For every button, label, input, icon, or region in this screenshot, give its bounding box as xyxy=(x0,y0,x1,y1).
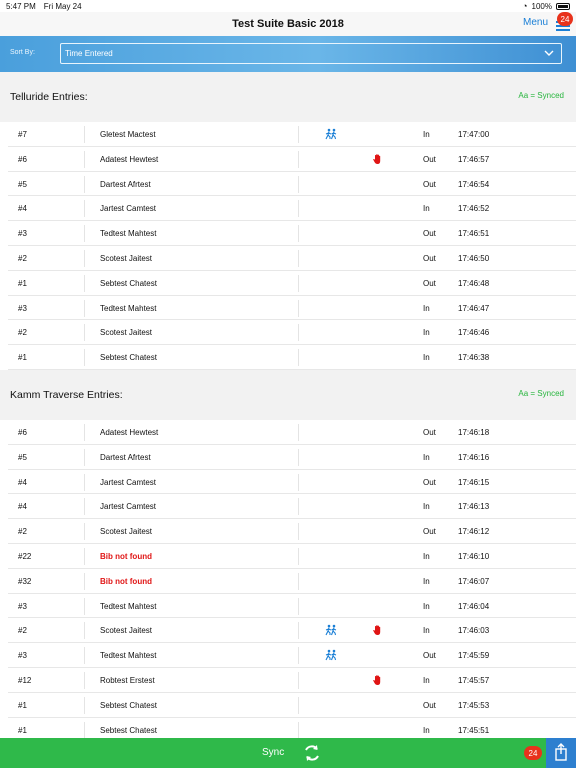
entry-name: Dartest Afrtest xyxy=(100,452,151,462)
sort-label: Sort By: xyxy=(10,49,35,56)
divider xyxy=(298,449,299,466)
divider xyxy=(298,622,299,639)
status-right xyxy=(522,1,570,11)
divider xyxy=(298,498,299,515)
entry-direction: In xyxy=(423,502,430,512)
divider xyxy=(84,349,85,366)
divider xyxy=(298,474,299,491)
entry-name: Sebtest Chatest xyxy=(100,700,157,710)
divider xyxy=(298,200,299,217)
entry-time: 17:46:46 xyxy=(458,328,490,338)
divider xyxy=(298,573,299,590)
entry-time: 17:46:15 xyxy=(458,477,490,487)
entry-name: Scotest Jaitest xyxy=(100,253,153,263)
divider xyxy=(298,151,299,168)
sync-label[interactable]: Sync xyxy=(262,747,285,758)
entry-time: 17:46:50 xyxy=(458,253,490,263)
entry-bib: #7 xyxy=(18,130,27,139)
entry-row[interactable] xyxy=(8,594,576,619)
entry-direction: In xyxy=(423,204,430,214)
sort-value: Time Entered xyxy=(65,49,113,58)
entry-direction: Out xyxy=(423,179,436,189)
entry-bib: #5 xyxy=(18,452,27,462)
entry-row[interactable] xyxy=(8,618,576,643)
entry-direction: Out xyxy=(423,253,436,263)
entry-bib: #32 xyxy=(18,576,32,586)
entry-row[interactable] xyxy=(8,643,576,668)
runners-icon xyxy=(324,128,338,140)
stop-hand-icon xyxy=(372,624,384,636)
share-icon xyxy=(546,738,576,768)
entry-direction: In xyxy=(423,452,430,462)
synced-legend: Aa = Synced xyxy=(518,91,564,100)
section-header xyxy=(0,370,576,420)
entry-time: 17:47:00 xyxy=(458,130,490,139)
section-title: Kamm Traverse Entries: xyxy=(10,388,123,401)
battery-percent: 100% xyxy=(531,1,552,11)
divider xyxy=(298,349,299,366)
divider xyxy=(298,672,299,689)
entry-row[interactable] xyxy=(8,172,576,197)
divider xyxy=(84,176,85,193)
entry-direction: In xyxy=(423,725,430,735)
entry-time: 17:45:53 xyxy=(458,700,490,710)
entries-list[interactable] xyxy=(0,72,576,738)
divider xyxy=(298,424,299,441)
sync-badge: 24 xyxy=(524,746,542,760)
entry-name: Scotest Jaitest xyxy=(100,626,153,636)
entry-name: Sebtest Chatest xyxy=(100,725,157,735)
stop-hand-icon xyxy=(372,153,384,165)
entry-row[interactable] xyxy=(8,246,576,271)
entry-direction: In xyxy=(423,328,430,338)
entry-row[interactable] xyxy=(8,296,576,321)
section-title: Telluride Entries: xyxy=(10,91,88,103)
entry-name: Robtest Erstest xyxy=(100,675,155,685)
menu-button[interactable]: Menu xyxy=(522,17,548,28)
divider xyxy=(298,275,299,292)
divider xyxy=(298,176,299,193)
entry-bib: #1 xyxy=(18,700,27,710)
entry-name: Sebtest Chatest xyxy=(100,278,157,288)
divider xyxy=(84,573,85,590)
divider xyxy=(298,324,299,341)
divider xyxy=(298,225,299,242)
divider xyxy=(84,498,85,515)
entry-bib: #2 xyxy=(18,527,27,537)
entry-time: 17:46:12 xyxy=(458,527,490,537)
divider xyxy=(298,598,299,615)
entry-direction: In xyxy=(423,601,430,611)
status-date: Fri May 24 xyxy=(43,1,82,11)
divider xyxy=(84,449,85,466)
entry-time: 17:46:10 xyxy=(458,551,490,561)
entry-bib: #1 xyxy=(18,278,27,288)
entry-direction: In xyxy=(423,303,430,313)
entry-time: 17:46:07 xyxy=(458,576,490,586)
divider xyxy=(84,300,85,317)
entry-bib: #12 xyxy=(18,675,32,685)
runners-icon xyxy=(324,649,338,661)
entry-row[interactable] xyxy=(8,544,576,569)
divider xyxy=(298,722,299,739)
entry-time: 17:46:04 xyxy=(458,601,490,611)
entry-row[interactable] xyxy=(8,470,576,495)
entry-row[interactable] xyxy=(8,519,576,544)
entry-time: 17:45:59 xyxy=(458,651,490,661)
divider xyxy=(84,275,85,292)
entry-time: 17:46:38 xyxy=(458,353,490,363)
battery-icon xyxy=(556,3,570,10)
entry-name: Scotest Jaitest xyxy=(100,328,153,338)
entry-direction: Out xyxy=(423,278,436,288)
entry-row[interactable] xyxy=(8,196,576,221)
divider xyxy=(84,722,85,739)
entry-direction: Out xyxy=(423,651,436,661)
entry-time: 17:46:16 xyxy=(458,452,490,462)
entry-direction: In xyxy=(423,675,430,685)
entry-time: 17:46:13 xyxy=(458,502,490,512)
divider xyxy=(298,523,299,540)
entry-row[interactable] xyxy=(8,445,576,470)
divider xyxy=(298,548,299,565)
entry-name: Tedtest Mahtest xyxy=(100,651,157,661)
entry-row[interactable] xyxy=(8,668,576,693)
page-title: Test Suite Basic 2018 xyxy=(232,18,344,30)
entry-bib: #1 xyxy=(18,353,27,363)
divider xyxy=(84,474,85,491)
divider xyxy=(298,300,299,317)
entry-bib: #3 xyxy=(18,651,27,661)
entry-name: Tedtest Mahtest xyxy=(100,229,157,239)
entry-row[interactable] xyxy=(8,221,576,246)
entry-name: Jartest Camtest xyxy=(100,477,157,487)
runners-icon xyxy=(324,624,338,636)
divider xyxy=(84,250,85,267)
entry-bib: #2 xyxy=(18,253,27,263)
entry-direction: Out xyxy=(423,427,436,437)
entry-name: Tedtest Mahtest xyxy=(100,601,157,611)
entry-row[interactable] xyxy=(8,420,576,445)
entry-direction: In xyxy=(423,576,430,586)
entry-bib: #4 xyxy=(18,477,27,487)
entry-direction: In xyxy=(423,626,430,636)
entry-time: 17:46:47 xyxy=(458,303,490,313)
divider xyxy=(84,622,85,639)
entry-direction: Out xyxy=(423,700,436,710)
entry-direction: Out xyxy=(423,477,436,487)
entry-direction: In xyxy=(423,353,430,363)
entry-direction: Out xyxy=(423,527,436,537)
entry-name: Bib not found xyxy=(100,551,152,561)
divider xyxy=(84,647,85,664)
entry-row[interactable] xyxy=(8,147,576,172)
entry-direction: Out xyxy=(423,229,436,239)
divider xyxy=(84,151,85,168)
status-bar xyxy=(0,0,576,12)
entry-bib: #5 xyxy=(18,179,27,189)
entry-time: 17:45:51 xyxy=(458,725,490,735)
divider xyxy=(84,697,85,714)
divider xyxy=(84,548,85,565)
entry-bib: #2 xyxy=(18,328,27,338)
entry-direction: In xyxy=(423,130,430,139)
entry-name: Jartest Camtest xyxy=(100,204,157,214)
entry-name: Adatest Hewtest xyxy=(100,427,159,437)
entry-name: Bib not found xyxy=(100,576,152,586)
divider xyxy=(84,523,85,540)
divider xyxy=(84,598,85,615)
entry-row[interactable] xyxy=(8,494,576,519)
bottom-bar xyxy=(0,738,576,768)
entry-bib: #4 xyxy=(18,502,27,512)
stop-hand-icon xyxy=(372,674,384,686)
divider xyxy=(84,225,85,242)
entry-bib: #6 xyxy=(18,427,27,437)
entry-row[interactable] xyxy=(8,320,576,345)
sort-bar xyxy=(0,36,576,72)
entry-time: 17:46:18 xyxy=(458,427,490,437)
entry-name: Gletest Mactest xyxy=(100,130,156,139)
entry-bib: #2 xyxy=(18,626,27,636)
entry-name: Sebtest Chatest xyxy=(100,353,157,363)
entry-time: 17:45:57 xyxy=(458,675,490,685)
entry-direction: In xyxy=(423,551,430,561)
share-button[interactable] xyxy=(546,738,576,768)
divider xyxy=(298,697,299,714)
divider xyxy=(84,324,85,341)
entry-time: 17:46:57 xyxy=(458,154,490,164)
divider xyxy=(298,250,299,267)
entry-name: Dartest Afrtest xyxy=(100,179,151,189)
divider xyxy=(84,200,85,217)
entry-bib: #3 xyxy=(18,229,27,239)
entry-name: Jartest Camtest xyxy=(100,502,157,512)
entry-name: Adatest Hewtest xyxy=(100,154,159,164)
synced-legend: Aa = Synced xyxy=(518,388,564,398)
chevron-down-icon xyxy=(543,47,555,59)
entry-bib: #4 xyxy=(18,204,27,214)
entry-direction: Out xyxy=(423,154,436,164)
sort-select[interactable] xyxy=(60,43,562,64)
entry-row[interactable] xyxy=(8,345,576,370)
entry-time: 17:46:48 xyxy=(458,278,490,288)
entry-name: Scotest Jaitest xyxy=(100,527,153,537)
divider xyxy=(84,672,85,689)
sync-arrows-icon[interactable] xyxy=(302,743,322,763)
entry-time: 17:46:51 xyxy=(458,229,490,239)
entry-row[interactable] xyxy=(8,271,576,296)
entry-bib: #22 xyxy=(18,551,32,561)
entry-bib: #3 xyxy=(18,303,27,313)
entry-time: 17:46:03 xyxy=(458,626,490,636)
divider xyxy=(298,647,299,664)
nav-bar xyxy=(0,12,576,36)
entry-bib: #1 xyxy=(18,725,27,735)
entry-row[interactable] xyxy=(8,569,576,594)
entry-name: Tedtest Mahtest xyxy=(100,303,157,313)
wifi-icon: ◔ xyxy=(522,1,528,11)
section-header xyxy=(0,72,576,122)
entry-bib: #3 xyxy=(18,601,27,611)
divider xyxy=(298,126,299,143)
entry-row[interactable] xyxy=(8,693,576,718)
entry-time: 17:46:54 xyxy=(458,179,490,189)
menu-badge: 24 xyxy=(557,12,573,26)
entry-row[interactable] xyxy=(8,122,576,147)
status-time: 5:47 PM xyxy=(6,1,36,11)
divider xyxy=(84,424,85,441)
divider xyxy=(84,126,85,143)
entry-time: 17:46:52 xyxy=(458,204,490,214)
entry-bib: #6 xyxy=(18,154,27,164)
